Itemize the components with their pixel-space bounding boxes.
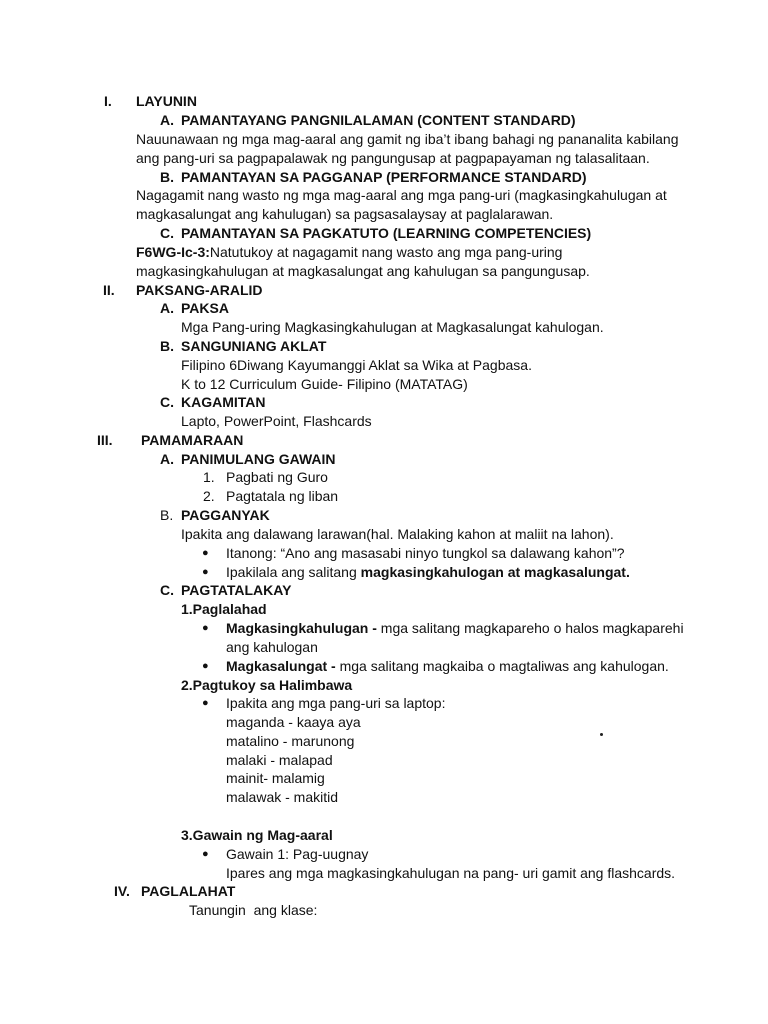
section-3b-letter: B. [160,507,174,523]
definition-continuation: ang kahulogan [226,639,318,655]
section-3-title: PAMAMARAAN [141,432,244,448]
bullet-text-normal: Ipakilala ang salitang [226,564,361,580]
section-1-title: LAYUNIN [136,93,197,109]
section-2c-title: KAGAMITAN [181,394,266,410]
section-3c-letter: C. [160,582,174,598]
section-2b-letter: B. [160,338,174,354]
ordered-item: Pagbati ng Guro [226,469,328,485]
section-3b-text: Ipakita ang dalawang larawan(hal. Malaking kahon at maliit na lahon). [181,526,614,542]
bullet-text: Itanong: “Ano ang masasabi ninyo tungkol sa dalawang kahon”? [226,545,625,561]
stray-dot [600,733,603,736]
section-4-title: PAGLALAHAT [141,883,236,899]
ordered-item-number: 2. [203,488,215,504]
ordered-item-number: 1. [203,469,215,485]
ordered-item: Pagtatala ng liban [226,488,339,504]
competency-line-2: magkasingkahulugan at magkasalungat ang kahulugan sa pangungusap. [136,263,590,279]
section-3a-title: PANIMULANG GAWAIN [181,451,336,467]
section-2-numeral: II. [103,282,115,298]
definition-term: Magkasalungat - [226,658,336,674]
definition-term: Magkasingkahulugan - [226,620,377,636]
section-2b-line: Filipino 6Diwang Kayumanggi Aklat sa Wika at Pagbasa. [181,357,532,373]
definition-item [226,619,684,637]
section-1-numeral: I. [104,93,112,109]
word-pair: malawak - makitid [226,789,339,805]
bullet-icon: ● [202,848,209,860]
section-3c-title: PAGTATALAKAY [181,582,292,598]
section-2a-text: Mga Pang-uring Magkasingkahulugan at Magkasalungat kahulogan. [181,319,604,335]
competency-line [136,243,562,261]
section-4-numeral: IV. [114,883,130,899]
subsection-title: 3.Gawain ng Mag-aaral [181,827,333,843]
section-2b-title: SANGUNIANG AKLAT [181,338,327,354]
section-4-text: Tanungin ang klase: [189,902,318,918]
section-2c-letter: C. [160,394,174,410]
competency-text: Natutukoy at nagagamit nang wasto ang mga pang-uring [209,244,563,260]
section-1a-title: PAMANTAYANG PANGNILALAMAN (CONTENT STANDARD) [181,112,576,128]
section-1b-line: magkasalungat ang kahulugan) sa pagsasalaysay at paglalarawan. [136,206,554,222]
section-2c-text: Lapto, PowerPoint, Flashcards [181,413,372,429]
section-1a-line: Nauunawaan ng mga mag-aaral ang gamit ng iba’t ibang bahagi ng pananalita kabilang [136,131,679,147]
definition-item [226,657,669,675]
bullet-text-bold: magkasingkahulogan at magkasalungat. [360,564,630,580]
section-1b-title: PAMANTAYAN SA PAGGANAP (PERFORMANCE STANDARD) [181,169,587,185]
bullet-icon: ● [202,566,209,578]
section-3b-title: PAGGANYAK [181,507,270,523]
bullet-icon: ● [202,660,209,672]
section-1c-title: PAMANTAYAN SA PAGKATUTO (LEARNING COMPETENCIES) [181,225,592,241]
bullet-icon: ● [202,697,209,709]
section-3-numeral: III. [97,432,113,448]
section-1c-letter: C. [160,225,174,241]
section-1a-line: ang pang-uri sa pagpapalawak ng pangungusap at pagpapayaman ng talasalitaan. [136,150,650,166]
section-2-title: PAKSANG-ARALID [136,282,263,298]
word-pair: mainit- malamig [226,770,325,786]
section-1a-letter: A. [160,112,174,128]
bullet-text: Ipakita ang mga pang-uri sa laptop: [226,695,446,711]
section-2a-letter: A. [160,300,174,316]
section-1b-line: Nagagamit nang wasto ng mga mag-aaral ang mga pang-uri (magkasingkahulugan at [136,187,667,203]
bullet-icon: ● [202,622,209,634]
competency-code: F6WG-Ic-3: [136,244,210,260]
word-pair: matalino - marunong [226,733,355,749]
bullet-icon: ● [202,547,209,559]
definition-text: mga salitang magkaiba o magtaliwas ang kahulogan. [335,658,669,674]
subsection-title: 2.Pagtukoy sa Halimbawa [181,677,353,693]
word-pair: maganda - kaaya aya [226,714,361,730]
subsection-title: 1.Paglalahad [181,601,267,617]
section-1b-letter: B. [160,169,174,185]
section-2b-line: K to 12 Curriculum Guide- Filipino (MATATAG) [181,376,468,392]
definition-text: mga salitang magkapareho o halos magkaparehi [376,620,684,636]
section-2a-title: PAKSA [181,300,229,316]
section-3a-letter: A. [160,451,174,467]
bullet-text: Gawain 1: Pag-uugnay [226,846,369,862]
activity-instruction: Ipares ang mga magkasingkahulugan na pang- uri gamit ang flashcards. [226,865,676,881]
bullet-text [226,563,630,581]
word-pair: malaki - malapad [226,752,333,768]
